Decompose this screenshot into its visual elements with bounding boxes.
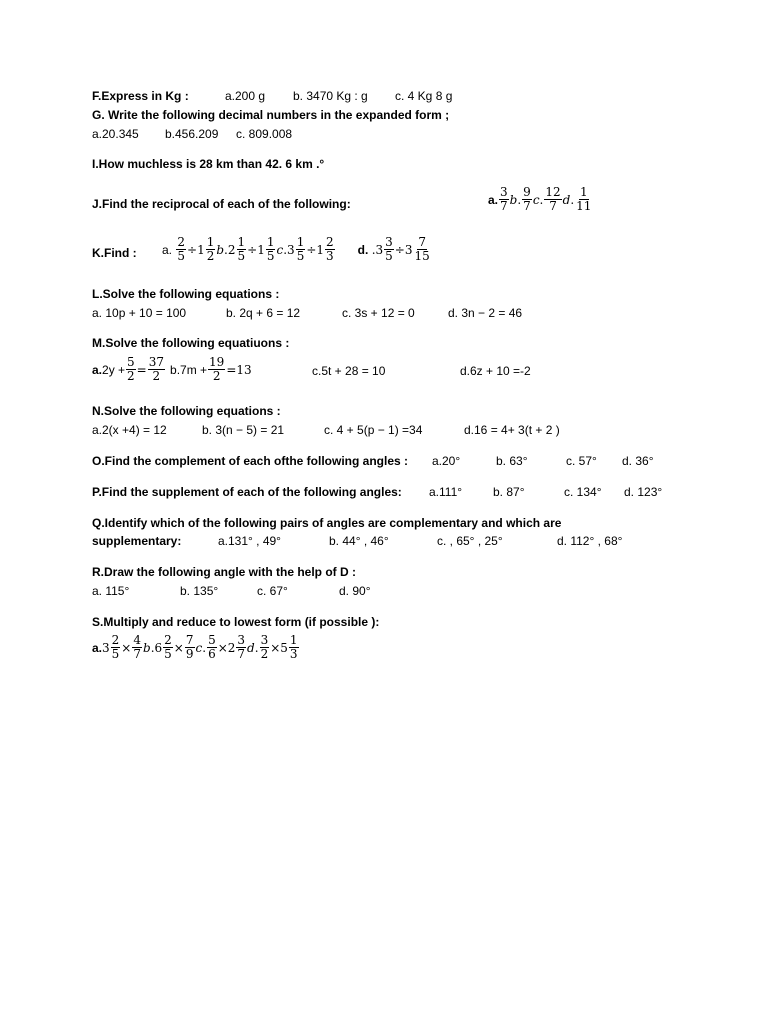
question-m-d: d.6z + 10 =-2: [460, 364, 531, 378]
question-g-a: a.20.345: [92, 127, 139, 141]
question-n-title: N.Solve the following equations :: [92, 404, 281, 418]
question-q-b: b. 44° , 46°: [329, 534, 389, 548]
question-k-c-label: c: [276, 242, 284, 257]
question-m-title: M.Solve the following equatiuons :: [92, 336, 290, 350]
question-s-title: S.Multiply and reduce to lowest form (if possible ):: [92, 615, 380, 629]
question-p-b: b. 87°: [493, 485, 525, 499]
question-n-a: a.2(x +4) = 12: [92, 423, 167, 437]
question-r-title: R.Draw the following angle with the help of D :: [92, 565, 356, 579]
fraction: $\frac{3}{5}$: [385, 235, 393, 263]
question-k-d-label: d.: [357, 242, 369, 257]
fraction: 7 15: [414, 235, 430, 263]
fraction: 1 3: [289, 633, 298, 661]
question-l-b: b. 2q + 6 = 12: [226, 306, 301, 320]
question-r-c: c. 67°: [257, 584, 288, 598]
question-r-b: b. 135°: [180, 584, 219, 598]
question-s-options: a. 3 $\frac{2}{5}$ × $\frac{4}{7}$ b . 6 $\frac{2}{5}$ × $\frac{7}{9}$ c . $\frac{5}{6}$ × 2 3 7 d . $\frac{3}{2}$ × 5 1 3: [92, 633, 298, 661]
fraction: $\frac{5}{2}$: [127, 355, 135, 383]
fraction: $\frac{19}{2}$: [209, 355, 225, 383]
fraction: $\frac{2}{5}$: [111, 633, 120, 661]
fraction: $\frac{3}{2}$: [260, 633, 269, 661]
question-j-d-label: d: [562, 192, 571, 207]
question-q-title: Q.Identify which of the following pairs of angles are complementary and which are: [92, 516, 562, 530]
question-p-d: d. 123°: [624, 485, 663, 499]
fraction: $\frac{4}{7}$: [133, 633, 141, 661]
fraction: 12 7: [545, 185, 561, 213]
question-n-b: b. 3(n − 5) = 21: [202, 423, 285, 437]
question-f-prefix: F.: [92, 89, 102, 103]
question-p-title: P.Find the supplement of each of the following angles:: [92, 485, 402, 499]
question-j-title: J.Find the reciprocal of each of the following:: [92, 197, 351, 211]
question-s-b-label: b: [143, 640, 151, 655]
question-l-a: a. 10p + 10 = 100: [92, 306, 187, 320]
question-p-a: a.111°: [429, 485, 463, 499]
question-m-a: a. 2y + $\frac{5}{2}$ = $\frac{37}{2}$ b.7m + $\frac{19}{2}$ =13: [92, 355, 252, 383]
question-o-a: a.20°: [432, 454, 461, 468]
question-l-d: d. 3n − 2 = 46: [448, 306, 523, 320]
fraction: $\frac{2}{5}$: [177, 235, 185, 263]
question-l-title: L.Solve the following equations :: [92, 287, 280, 301]
question-l-c: c. 3s + 12 = 0: [342, 306, 415, 320]
question-s-c-label: c: [195, 640, 203, 655]
question-o-d: d. 36°: [622, 454, 654, 468]
question-k-options: a. $\frac{2}{5}$ ÷ 1 1 2 b . 2 $\frac{1}{5}$ ÷ 1 1 5 c . 3 $\frac{1}{5}$ ÷ 1 2 3 d. . 3 $\frac{3}{5}$ ÷ 3 7 15: [162, 235, 430, 263]
question-q-a: a.131° , 49°: [218, 534, 281, 548]
question-j-options: a. 3 7 b . 9 7 c . 12 7 d . 1 11: [488, 185, 592, 213]
question-n-c: c. 4 + 5(p − 1) =34: [324, 423, 423, 437]
question-o-c: c. 57°: [566, 454, 597, 468]
question-o-b: b. 63°: [496, 454, 528, 468]
question-g-c: c. 809.008: [236, 127, 293, 141]
question-f-b: b. 3470 Kg : g: [293, 89, 368, 103]
question-k-title: K.Find :: [92, 246, 137, 260]
question-k-b-label: b: [216, 242, 225, 257]
fraction: 9 7: [523, 185, 531, 213]
fraction: 1 2: [206, 235, 215, 263]
fraction: 1 11: [576, 185, 592, 213]
question-g-b: b.456.209: [165, 127, 219, 141]
question-s-a-label: a.: [92, 640, 103, 655]
fraction: $\frac{5}{6}$: [208, 633, 216, 661]
question-r-a: a. 115°: [92, 584, 130, 598]
question-m-c: c.5t + 28 = 10: [312, 364, 386, 378]
fraction: 2 3: [326, 235, 334, 263]
fraction: $\frac{37}{2}$: [148, 355, 165, 383]
fraction: 3 7: [237, 633, 246, 661]
question-q-title-2: supplementary:: [92, 534, 182, 548]
fraction: $\frac{7}{9}$: [185, 633, 194, 661]
question-r-d: d. 90°: [339, 584, 371, 598]
question-j-a-label: a.: [488, 192, 499, 207]
question-f: [92, 89, 189, 103]
question-j-c-label: c: [532, 192, 540, 207]
question-j-b-label: b: [509, 192, 518, 207]
question-q-c: c. , 65° , 25°: [437, 534, 503, 548]
question-i-title: I.How muchless is 28 km than 42. 6 km .°: [92, 157, 325, 171]
question-f-a: a.200 g: [225, 89, 266, 103]
question-o-title: O.Find the complement of each ofthe following angles :: [92, 454, 409, 468]
question-f-colon: :: [181, 89, 189, 103]
question-p-c: c. 134°: [564, 485, 602, 499]
fraction: 1 5: [266, 235, 275, 263]
question-g-title: G. Write the following decimal numbers in the expanded form ;: [92, 108, 450, 122]
fraction: 3 7: [500, 185, 508, 213]
fraction: $\frac{1}{5}$: [296, 235, 305, 263]
fraction: $\frac{2}{5}$: [164, 633, 172, 661]
question-s-d-label: d: [247, 640, 255, 655]
question-q-d: d. 112° , 68°: [557, 534, 623, 548]
fraction: $\frac{1}{5}$: [237, 235, 246, 263]
question-k-a-label: a.: [162, 242, 173, 257]
question-n-d: d.16 = 4+ 3(t + 2 ): [464, 423, 560, 437]
question-m-b: b.7m +: [170, 362, 208, 377]
question-f-title: Express in Kg: [101, 89, 182, 103]
question-m-a-label: a.: [92, 362, 103, 377]
question-f-c: c. 4 Kg 8 g: [395, 89, 453, 103]
